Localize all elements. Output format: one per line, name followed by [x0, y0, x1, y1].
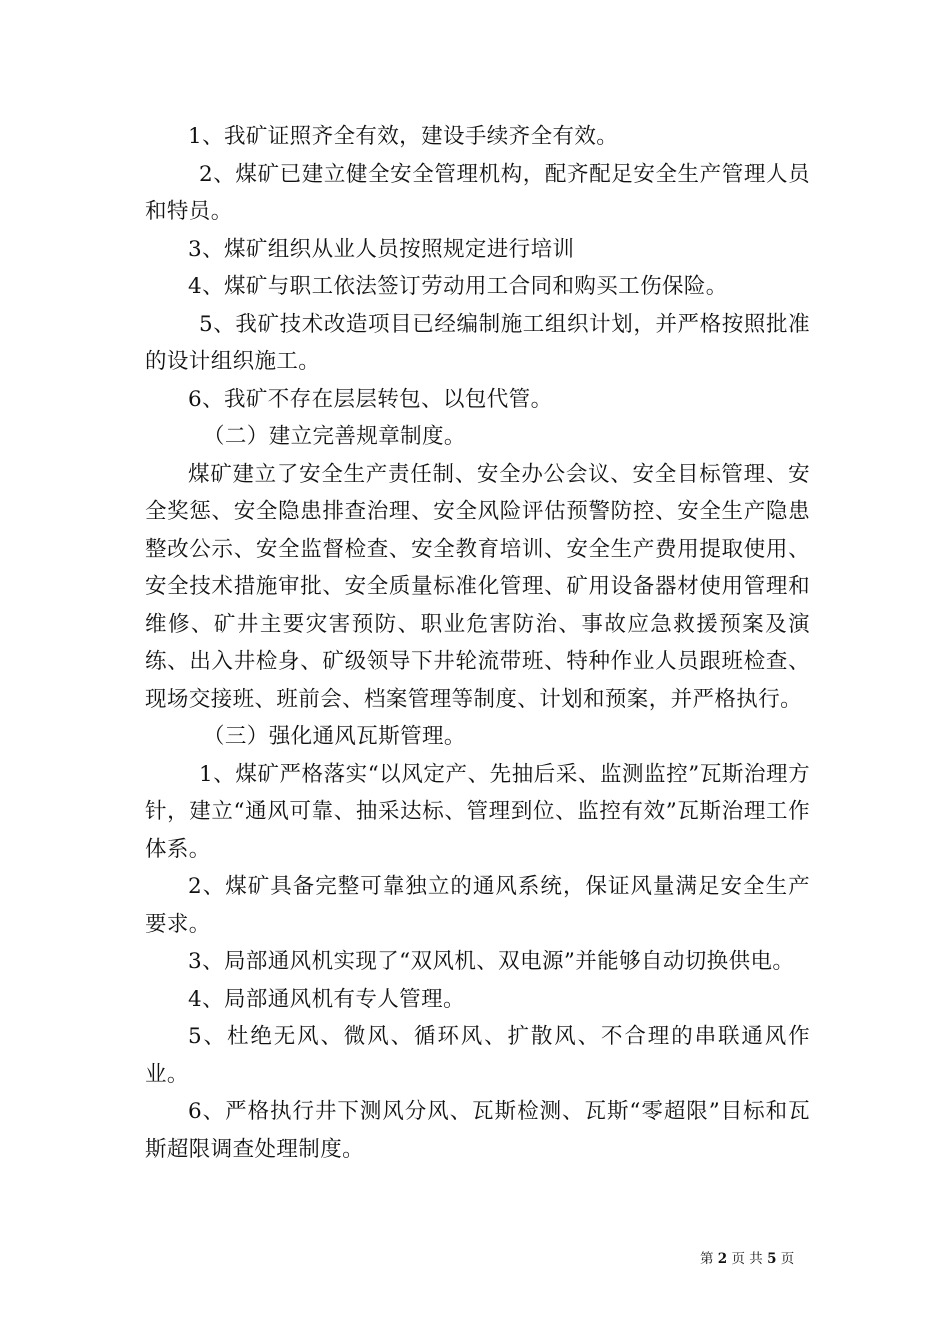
- current-page-number: 2: [717, 1251, 728, 1267]
- paragraph-ventilation-6: 6、严格执行井下测风分风、瓦斯检测、瓦斯“零超限”目标和瓦斯超限调查处理制度。: [145, 1099, 810, 1162]
- paragraph-item-1: 1、我矿证照齐全有效，建设手续齐全有效。: [188, 124, 619, 149]
- paragraph-ventilation-4: 4、局部通风机有专人管理。: [188, 986, 465, 1012]
- paragraph-ventilation-1: 1、煤矿严格落实“以风定产、先抽后采、监测监控”瓦斯治理方针，建立“通风可靠、抽采达标、管理到位、监控有效”瓦斯治理工作体系。: [145, 761, 810, 862]
- section-heading-3: （三）强化通风瓦斯管理。: [203, 724, 466, 749]
- paragraph-item-6: 6、我矿不存在层层转包、以包代管。: [188, 386, 553, 412]
- section-heading-2: （二）建立完善规章制度。: [203, 424, 466, 449]
- paragraph-ventilation-5: 5、杜绝无风、微风、循环风、扩散风、不合理的串联通风作业。: [145, 1024, 810, 1087]
- footer-suffix: 页: [780, 1251, 795, 1267]
- paragraph-ventilation-3: 3、局部通风机实现了“双风机、双电源”并能够自动切换供电。: [188, 949, 795, 974]
- total-pages-number: 5: [767, 1251, 777, 1267]
- page-number-footer: [700, 1247, 794, 1267]
- document-body: [145, 118, 810, 1168]
- paragraph-rules-list: 煤矿建立了安全生产责任制、安全办公会议、安全目标管理、安全奖惩、安全隐患排查治理、安全风险评估预警防控、安全生产隐患整改公示、安全监督检查、安全教育培训、安全生产费用提取使用、安全技术措施审批、安全质量标准化管理、矿用设备器材使用管理和维修、矿井主要灾害预防、职业危害防治、事故应急救援预案及演练、出入井检身、矿级领导下井轮流带班、特种作业人员跟班检查、现场交接班、班前会、档案管理等制度、计划和预案，并严格执行。: [145, 461, 810, 712]
- paragraph-item-2: 2、煤矿已建立健全安全管理机构，配齐配足安全生产管理人员和特员。: [145, 161, 810, 224]
- paragraph-item-3: 3、煤矿组织从业人员按照规定进行培训: [188, 236, 575, 262]
- footer-prefix: 第: [700, 1251, 714, 1267]
- footer-middle: 页 共: [731, 1251, 763, 1267]
- paragraph-item-5: 5、我矿技术改造项目已经编制施工组织计划，并严格按照批准的设计组织施工。: [145, 311, 810, 374]
- paragraph-item-4: 4、煤矿与职工依法签订劳动用工合同和购买工伤保险。: [188, 274, 728, 299]
- paragraph-ventilation-2: 2、煤矿具备完整可靠独立的通风系统，保证风量满足安全生产要求。: [145, 874, 810, 937]
